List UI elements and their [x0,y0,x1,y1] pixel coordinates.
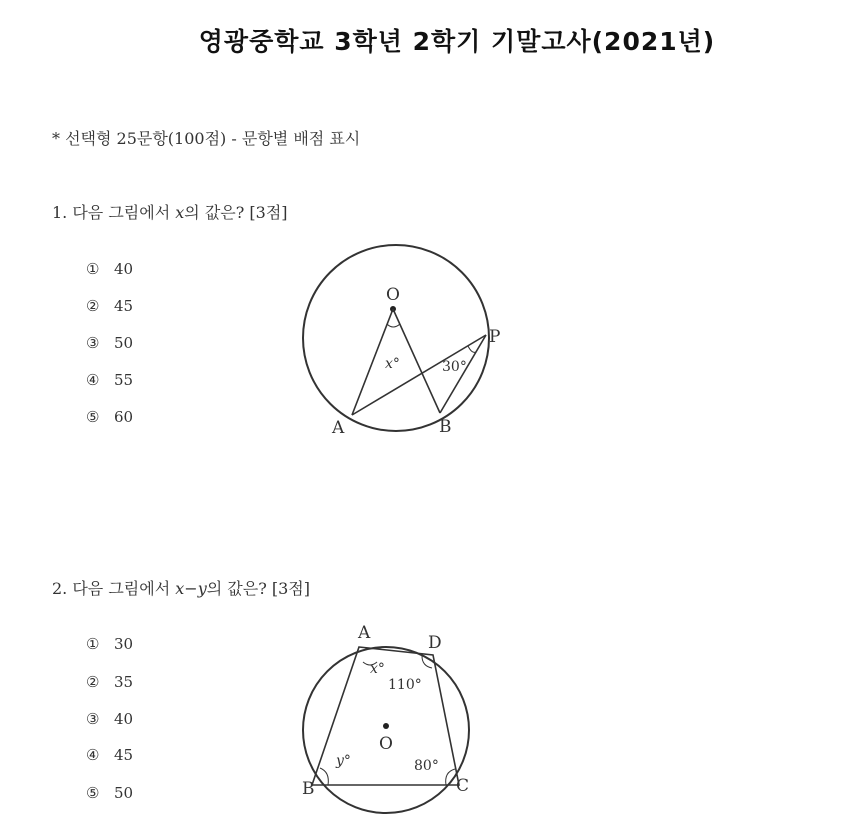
choice-number: ④ [86,371,100,389]
label-angle-80: 80° [414,758,439,774]
label-o: O [386,285,400,305]
question-2-text [52,576,310,599]
choice-number: ④ [86,746,100,764]
choice-value: 55 [114,371,134,389]
choice-value: 50 [114,334,134,352]
choice-number: ② [86,297,100,315]
choice-1[interactable] [86,635,133,653]
angle-arc-o [387,324,400,327]
label-b: B [439,417,452,437]
label-angle-x: x° [385,356,400,372]
choice-value: 45 [114,746,134,764]
choice-value: 60 [114,408,134,426]
choice-2[interactable] [86,297,133,315]
question-1-variable: x [175,203,185,222]
label-angle-110: 110° [388,677,422,693]
choice-value: 50 [114,784,134,802]
question-2-variable: x−y [175,579,207,598]
choice-value: 45 [114,297,134,315]
choice-3[interactable] [86,710,133,728]
choice-number: ③ [86,334,100,352]
page-title: 영광중학교 3학년 2학기 기말고사(2021년) [198,27,716,56]
choice-5[interactable] [86,784,133,802]
question-1-suffix: 의 값은? [3점] [184,203,288,222]
label-angle-30: 30° [442,359,467,375]
choice-value: 35 [114,673,134,691]
choice-4[interactable] [86,746,133,764]
choice-value: 40 [114,260,134,278]
choice-number: ① [86,260,100,278]
segment-ap [352,335,486,415]
choice-1[interactable] [86,260,133,278]
choice-number: ⑤ [86,408,100,426]
choice-number: ⑤ [86,784,100,802]
question-1-figure [296,240,516,445]
question-1-prefix: 1. 다음 그림에서 [52,203,176,222]
question-2-suffix: 의 값은? [3점] [206,579,310,598]
center-point [383,723,389,729]
question-2-figure [296,618,496,826]
choice-4[interactable] [86,371,133,389]
circle [303,245,489,431]
label-c: C [456,776,470,796]
angle-arc-p [468,346,476,352]
label-p: P [489,327,501,347]
choice-5[interactable] [86,408,133,426]
question-2-prefix: 2. 다음 그림에서 [52,579,176,598]
choice-value: 30 [114,635,134,653]
exam-note: * 선택형 25문항(100점) - 문항별 배점 표시 [52,129,361,148]
label-d: D [428,633,442,653]
choice-2[interactable] [86,673,133,691]
choice-number: ② [86,673,100,691]
choice-value: 40 [114,710,134,728]
label-b: B [302,779,315,799]
choice-number: ③ [86,710,100,728]
label-angle-y: y° [336,753,351,769]
choice-3[interactable] [86,334,133,352]
label-o: O [379,734,393,754]
label-a: A [332,418,345,438]
choice-number: ① [86,635,100,653]
label-angle-x: x° [370,661,385,677]
circle [303,647,469,813]
question-1-text [52,200,288,223]
label-a: A [358,623,371,643]
